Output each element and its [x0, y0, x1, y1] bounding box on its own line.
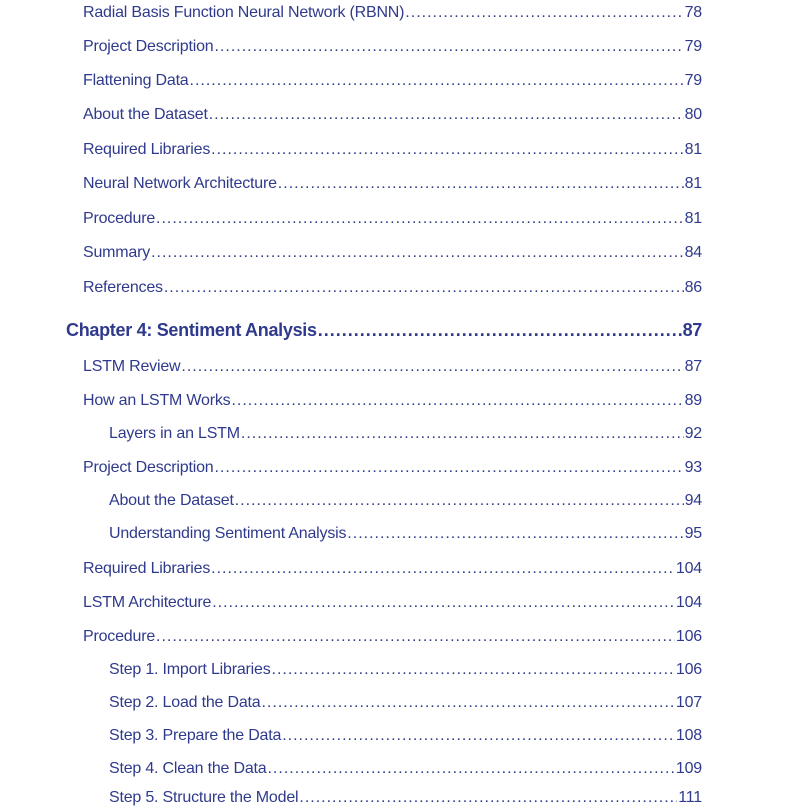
- toc-entry-page: 95: [684, 525, 702, 542]
- toc-entry-page: 84: [684, 244, 702, 261]
- dot-leader: [282, 726, 675, 746]
- toc-entry-title: About the Dataset: [109, 492, 234, 509]
- toc-entry-page: 111: [678, 789, 702, 806]
- toc-entry[interactable]: [83, 593, 702, 613]
- toc-entry-title: How an LSTM Works: [83, 392, 231, 409]
- toc-entry-title: LSTM Review: [83, 358, 181, 375]
- toc-entry-page: 81: [684, 141, 702, 158]
- toc-entry-title: Required Libraries: [83, 141, 211, 158]
- dot-leader: [405, 3, 683, 23]
- dot-leader: [190, 71, 684, 91]
- toc-subentry[interactable]: [109, 424, 702, 444]
- dot-leader: [241, 424, 684, 444]
- toc-entry-page: 81: [684, 175, 702, 192]
- toc-entry-title: Neural Network Architecture: [83, 175, 277, 192]
- toc-entry-title: Step 2. Load the Data: [109, 694, 261, 711]
- dot-leader: [299, 788, 677, 808]
- dot-leader: [347, 524, 683, 544]
- toc-subentry[interactable]: [109, 788, 702, 808]
- toc-entry[interactable]: [83, 391, 702, 411]
- toc-entry-title: Flattening Data: [83, 72, 189, 89]
- toc-subentry[interactable]: [109, 693, 702, 713]
- toc-entry-page: 78: [684, 4, 702, 21]
- toc-entry-page: 92: [684, 425, 702, 442]
- toc-entry[interactable]: [83, 357, 702, 377]
- toc-entry[interactable]: [83, 559, 702, 579]
- toc-entry[interactable]: [83, 174, 702, 194]
- toc-entry-title: References: [83, 279, 163, 296]
- toc-entry[interactable]: [83, 140, 702, 160]
- toc-entry-title: Project Description: [83, 459, 214, 476]
- toc-chapter-heading[interactable]: [66, 320, 702, 340]
- toc-entry-title: Summary: [83, 244, 151, 261]
- toc-subentry[interactable]: [109, 759, 702, 779]
- toc-entry-page: 79: [684, 38, 702, 55]
- toc-entry-page: 106: [675, 628, 702, 645]
- dot-leader: [164, 278, 684, 298]
- toc-entry-page: 104: [675, 560, 702, 577]
- toc-entry-title: Radial Basis Function Neural Network (RBNN): [83, 4, 405, 21]
- toc-entry-title: Chapter 4: Sentiment Analysis: [66, 320, 317, 340]
- toc-entry-page: 87: [684, 358, 702, 375]
- toc-entry-page: 108: [675, 727, 702, 744]
- toc-entry-page: 93: [684, 459, 702, 476]
- toc-subentry[interactable]: [109, 660, 702, 680]
- toc-entry[interactable]: [83, 105, 702, 125]
- toc-entry-title: Procedure: [83, 210, 156, 227]
- toc-entry-title: Project Description: [83, 38, 214, 55]
- toc-entry-page: 94: [684, 492, 702, 509]
- toc-entry[interactable]: [83, 37, 702, 57]
- dot-leader: [231, 391, 683, 411]
- dot-leader: [272, 660, 675, 680]
- toc-entry[interactable]: [83, 243, 702, 263]
- dot-leader: [318, 320, 682, 340]
- toc-entry-page: 89: [684, 392, 702, 409]
- dot-leader: [156, 209, 684, 229]
- toc-entry-title: LSTM Architecture: [83, 594, 212, 611]
- toc-entry-page: 81: [684, 210, 702, 227]
- toc-entry-title: Step 4. Clean the Data: [109, 760, 267, 777]
- toc-entry-title: Layers in an LSTM: [109, 425, 240, 442]
- toc-entry-title: Required Libraries: [83, 560, 211, 577]
- dot-leader: [209, 105, 684, 125]
- dot-leader: [156, 627, 675, 647]
- toc-entry-page: 80: [684, 106, 702, 123]
- toc-entry[interactable]: [83, 627, 702, 647]
- toc-entry-page: 86: [684, 279, 702, 296]
- toc-entry-page: 107: [675, 694, 702, 711]
- dot-leader: [235, 491, 684, 511]
- toc-entry-title: Step 1. Import Libraries: [109, 661, 271, 678]
- dot-leader: [267, 759, 674, 779]
- dot-leader: [212, 593, 675, 613]
- toc-entry-title: About the Dataset: [83, 106, 208, 123]
- toc-entry-title: Step 5. Structure the Model: [109, 789, 299, 806]
- dot-leader: [261, 693, 674, 713]
- dot-leader: [214, 458, 683, 478]
- dot-leader: [151, 243, 684, 263]
- toc-entry[interactable]: [83, 458, 702, 478]
- dot-leader: [211, 559, 675, 579]
- dot-leader: [278, 174, 684, 194]
- toc-entry-title: Procedure: [83, 628, 156, 645]
- toc-entry[interactable]: [83, 209, 702, 229]
- dot-leader: [211, 140, 683, 160]
- toc-subentry[interactable]: [109, 491, 702, 511]
- toc-subentry[interactable]: [109, 726, 702, 746]
- toc-subentry[interactable]: [109, 524, 702, 544]
- toc-entry-page: 109: [675, 760, 702, 777]
- toc-entry-page: 104: [675, 594, 702, 611]
- dot-leader: [181, 357, 683, 377]
- dot-leader: [214, 37, 683, 57]
- toc-entry[interactable]: [83, 3, 702, 23]
- toc-entry[interactable]: [83, 278, 702, 298]
- toc-entry-page: 87: [682, 320, 702, 340]
- toc-entry-title: Step 3. Prepare the Data: [109, 727, 282, 744]
- toc-entry-title: Understanding Sentiment Analysis: [109, 525, 347, 542]
- toc-entry-page: 106: [675, 661, 702, 678]
- toc-entry[interactable]: [83, 71, 702, 91]
- toc-entry-page: 79: [684, 72, 702, 89]
